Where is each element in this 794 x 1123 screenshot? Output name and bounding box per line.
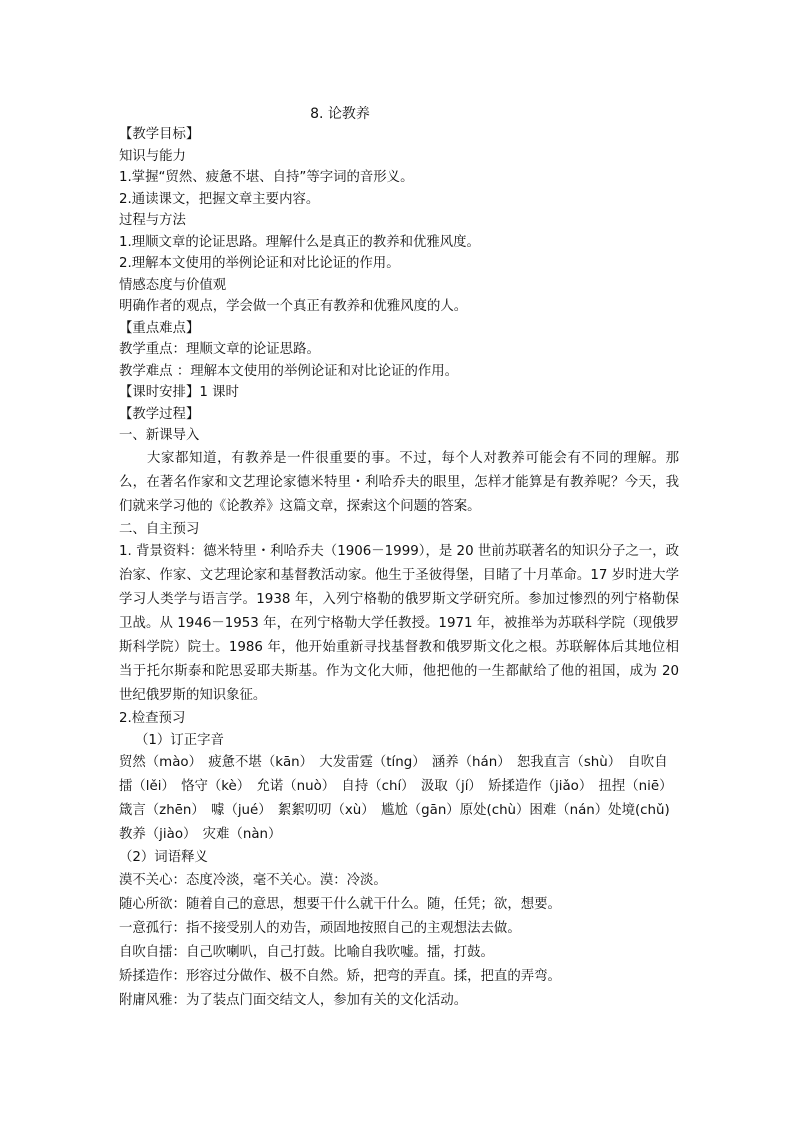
pronunciation-list: 贸然（mào） 疲惫不堪（kān） 大发雷霆（tíng） 涵养（hán） 恕我直言（shù） 自吹自擂（lěi） 恪守（kè） 允诺（nuò） 自持（chí） 汲取（jí） 矫揉造作（jiǎo） 扭捏（niē） 箴言（zhēn） 噱（jué） 絮絮叨叨（xù） 尴尬（gān）原处(chù）困难（nán）处境(chǔ) 教养（jiào） 灾难（nàn） bbox=[119, 755, 673, 842]
method-item-1: 1.理顺文章的论证思路。理解什么是真正的教养和优雅风度。 bbox=[119, 234, 480, 250]
document-body bbox=[119, 124, 679, 1013]
vocab-item-6: 附庸风雅：为了装点门面交结文人，参加有关的文化活动。 bbox=[119, 992, 468, 1008]
values-item: 明确作者的观点，学会做一个真正有教养和优雅风度的人。 bbox=[119, 299, 468, 314]
intro-paragraph: 大家都知道，有教养是一件很重要的事。不过，每个人对教养可能会有不同的理解。那么，在著名作家和文艺理论家德米特里・利哈乔夫的眼里，怎样才能算是有教养呢？今天，我们就来学习他的《论教养》这篇文章，探索这个问题的答案。 bbox=[119, 450, 679, 514]
check-preview-heading: 2.检查预习 bbox=[119, 711, 186, 726]
pronunciation-heading: （1）订正字音 bbox=[135, 732, 224, 748]
section-heading-process: 【教学过程】 bbox=[119, 406, 200, 422]
subsection-preview-heading: 二、自主预习 bbox=[119, 521, 200, 537]
subheading-process-method: 过程与方法 bbox=[119, 213, 186, 228]
goal-item-2: 2.通读课文，把握文章主要内容。 bbox=[119, 191, 320, 207]
difficult-point: 教学难点 ：理解本文使用的举例论证和对比论证的作用。 bbox=[119, 363, 459, 379]
vocab-item-1: 漠不关心：态度冷淡，毫不关心。漠：冷淡。 bbox=[119, 872, 387, 888]
vocab-item-3: 一意孤行：指不接受别人的劝告，顽固地按照自己的主观想法去做。 bbox=[119, 920, 521, 936]
section-heading-key-points: 【重点难点】 bbox=[119, 320, 200, 336]
goal-item-1: 1.掌握“贸然、疲惫不堪、自持”等字词的音形义。 bbox=[119, 170, 414, 185]
vocab-item-5: 矫揉造作：形容过分做作、极不自然。矫，把弯的弄直。揉，把直的弄弯。 bbox=[119, 968, 561, 984]
method-item-2: 2.理解本文使用的举例论证和对比论证的作用。 bbox=[119, 256, 400, 271]
class-hours: 【课时安排】1 课时 bbox=[119, 385, 239, 400]
document-title: 8. 论教养 bbox=[310, 106, 370, 122]
section-heading-goals: 【教学目标】 bbox=[119, 127, 200, 142]
vocab-item-4: 自吹自擂：自己吹喇叭，自己打鼓。比喻自我吹嘘。擂，打鼓。 bbox=[119, 944, 494, 960]
vocabulary-heading: （2）词语释义 bbox=[119, 850, 208, 865]
background-paragraph: 1. 背景资料：德米特里・利哈乔夫（1906－1999），是 20 世前苏联著名的知识分子之一，政治家、作家、文艺理论家和基督教活动家。他生于圣彼得堡，目睹了十月革命。17 岁时进大学学习人类学与语言学。1938 年，入列宁格勒的俄罗斯文学研究所。参加过惨烈的列宁格勒保卫战。从 1946－1953 年，在列宁格勒大学任教授。1971 年，被推举为苏联科学院（现俄罗斯科学院）院士。1986 年，他开始重新寻找基督教和俄罗斯文化之根。苏联解体后其地位相当于托尔斯泰和陀思妥耶夫斯基。作为文化大师，他把他的一生都献给了他的祖国，成为 20 世纪俄罗斯的知识象征。 bbox=[119, 544, 679, 703]
subheading-emotion-values: 情感态度与价值观 bbox=[119, 277, 227, 293]
vocab-item-2: 随心所欲：随着自己的意思，想要干什么就干什么。随，任凭；欲，想要。 bbox=[119, 896, 561, 912]
key-point: 教学重点：理顺文章的论证思路。 bbox=[119, 342, 320, 357]
subsection-intro-heading: 一、新课导入 bbox=[119, 428, 200, 443]
subheading-knowledge-ability: 知识与能力 bbox=[119, 148, 186, 164]
